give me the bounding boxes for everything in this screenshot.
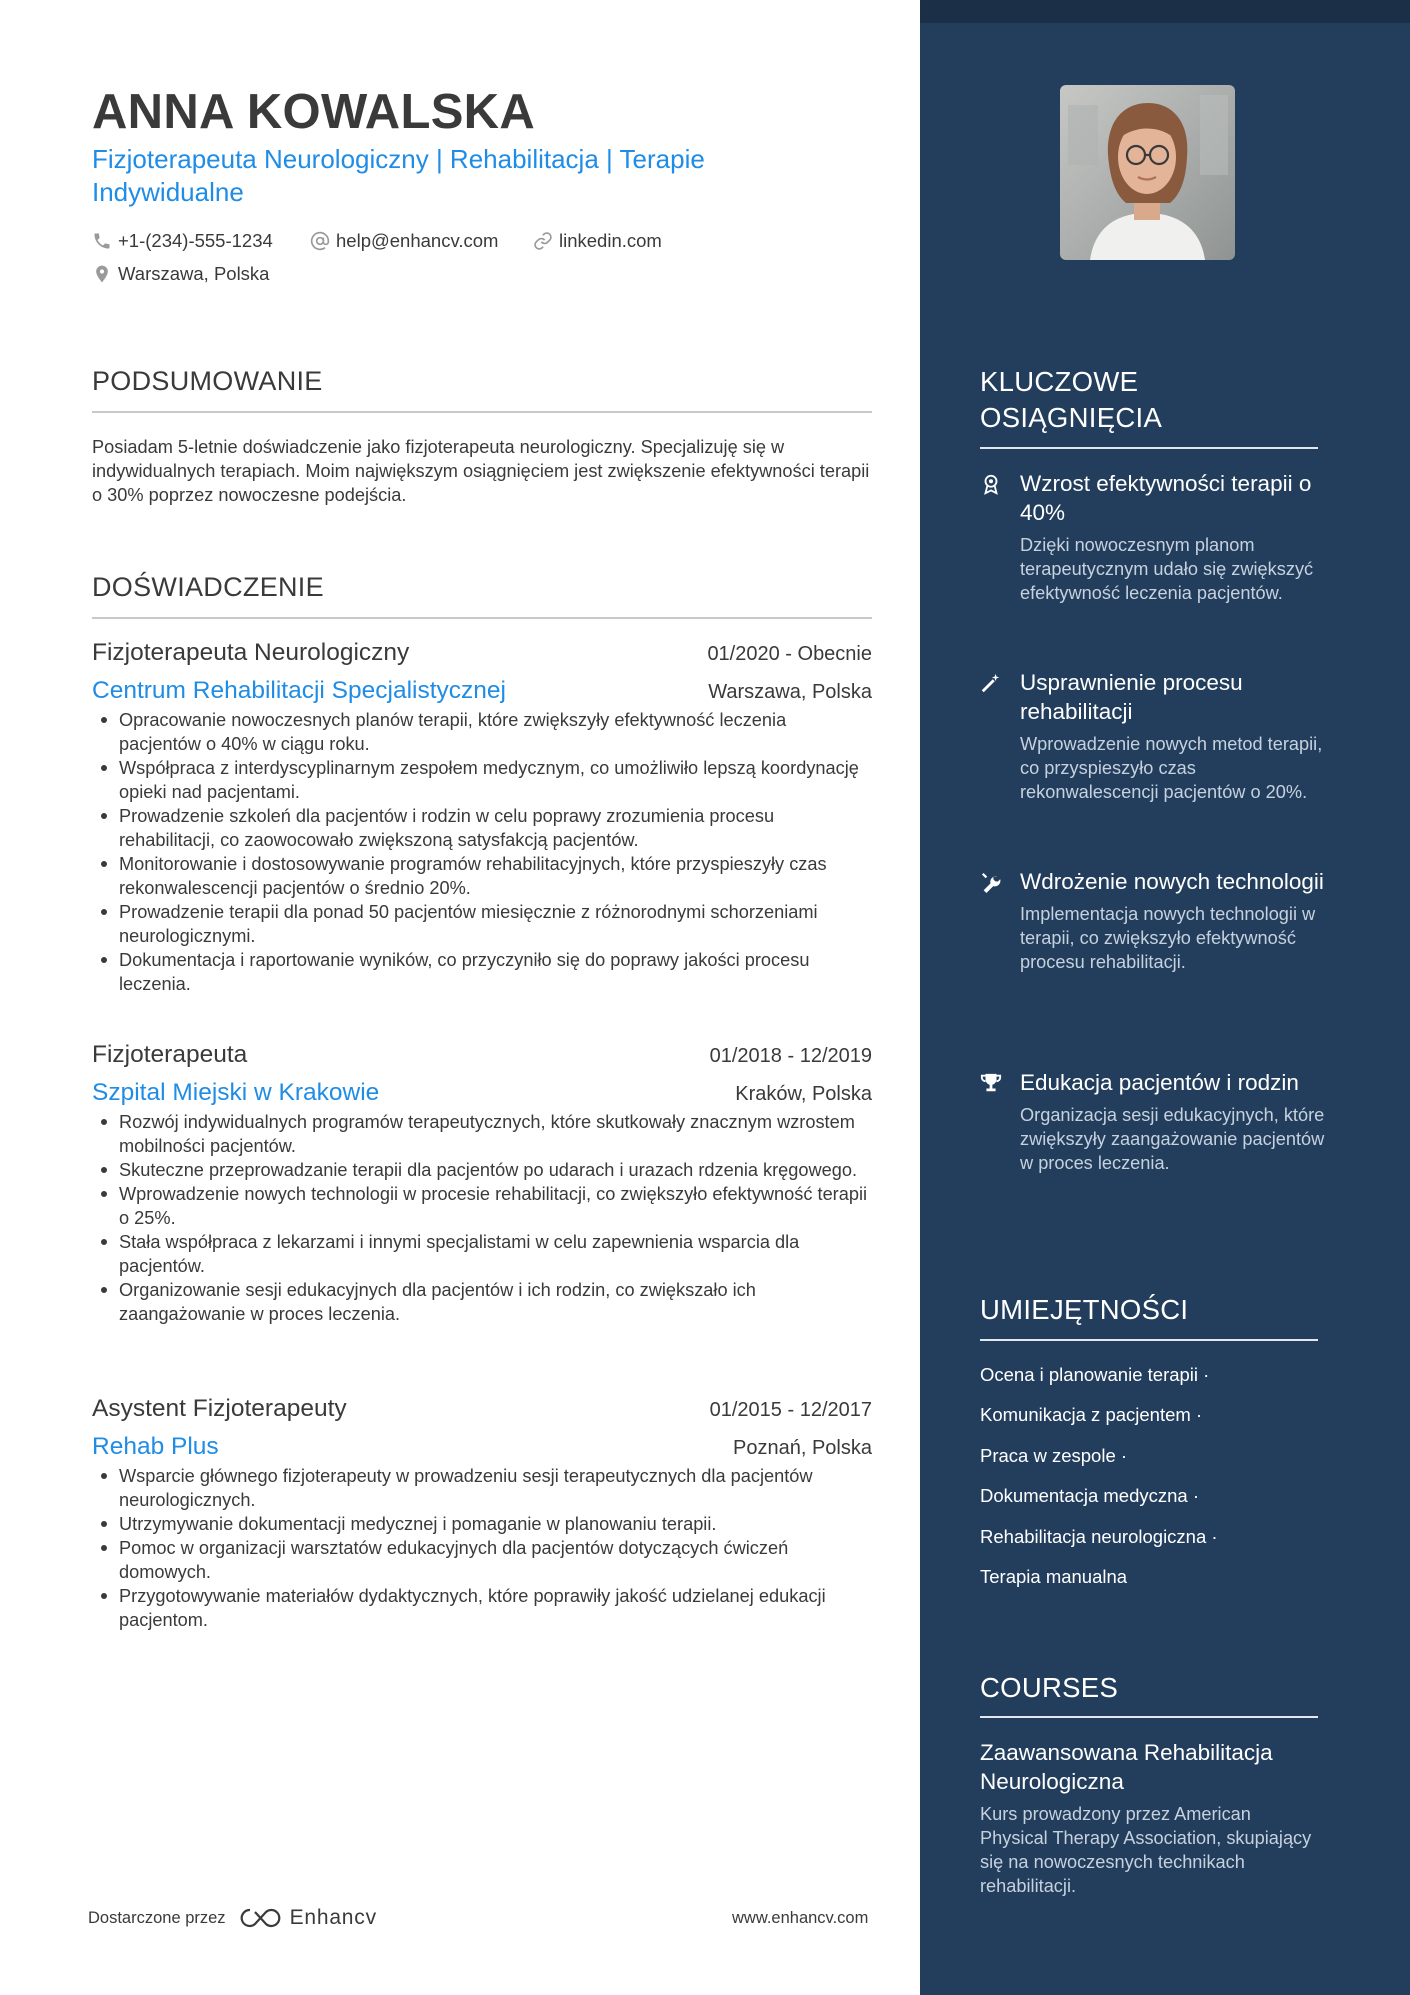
- achievement-item: [980, 867, 1325, 974]
- skill-item: Terapia manualna: [980, 1566, 1128, 1587]
- contact-email[interactable]: [310, 230, 498, 252]
- achievement-item: [980, 1068, 1325, 1175]
- wrench-icon: [980, 871, 1002, 893]
- bullet-item: Stała współpraca z lekarzami i innymi specjalistami w celu zapewnienia wsparcia dla pacjentów.: [92, 1230, 872, 1278]
- job-bullets: [92, 1464, 872, 1632]
- bullet-item: Przygotowywanie materiałów dydaktycznych, które poprawiły jakość udzielanej edukacji pacjentom.: [92, 1584, 872, 1632]
- bullet-item: Rozwój indywidualnych programów terapeutycznych, które skutkowały znacznym wzrostem mobilności pacjentów.: [92, 1110, 872, 1158]
- achievements-section-title: KLUCZOWE OSIĄGNIĘCIA: [980, 366, 1163, 433]
- skill-item: Komunikacja z pacjentem ·: [980, 1404, 1203, 1425]
- job-title: Fizjoterapeuta: [92, 1041, 248, 1068]
- bullet-item: Monitorowanie i dostosowywanie programów rehabilitacyjnych, które przyspieszyły czas rekonwalescencji pacjentów o średnio 20%.: [92, 852, 872, 900]
- job-location: Poznań, Polska: [733, 1437, 872, 1459]
- job-bullets: [92, 708, 872, 996]
- job-title: Fizjoterapeuta Neurologiczny: [92, 639, 410, 666]
- job-entry: [92, 639, 872, 996]
- candidate-name: ANNA KOWALSKA: [92, 85, 536, 139]
- skills-divider: [980, 1339, 1318, 1341]
- achievement-title: Edukacja pacjentów i rodzin: [1020, 1070, 1299, 1095]
- magic-wand-icon: [980, 672, 1002, 694]
- job-location: Warszawa, Polska: [708, 681, 872, 703]
- skill-item: Praca w zespole ·: [980, 1445, 1128, 1466]
- bullet-item: Organizowanie sesji edukacyjnych dla pacjentów i ich rodzin, co zwiększało ich zaangażowanie w proces leczenia.: [92, 1278, 872, 1326]
- summary-text: Posiadam 5-letnie doświadczenie jako fizjoterapeuta neurologiczny. Specjalizuję się w indywidualnych terapiach. Moim największym osiągnięciem jest zwiększenie efektywności terapii o 30% poprzez nowoczesne podejścia.: [92, 437, 870, 505]
- map-pin-icon: [92, 264, 112, 284]
- candidate-headline: Fizjoterapeuta Neurologiczny | Rehabilitacja | Terapie Indywidualne: [92, 144, 705, 207]
- job-title: Asystent Fizjoterapeuty: [92, 1395, 347, 1422]
- job-company[interactable]: Rehab Plus: [92, 1433, 219, 1460]
- bullet-item: Utrzymywanie dokumentacji medycznej i pomaganie w planowaniu terapii.: [92, 1512, 872, 1536]
- linkedin-text: linkedin.com: [559, 230, 662, 251]
- enhancv-logo-icon: [238, 1906, 284, 1930]
- skill-item: Rehabilitacja neurologiczna ·: [980, 1526, 1218, 1547]
- courses-section-title: COURSES: [980, 1672, 1119, 1703]
- courses-divider: [980, 1716, 1318, 1718]
- bullet-item: Wsparcie głównego fizjoterapeuty w prowadzeniu sesji terapeutycznych dla pacjentów neurologicznych.: [92, 1464, 872, 1512]
- contact-phone[interactable]: [92, 230, 273, 252]
- summary-section-title: PODSUMOWANIE: [92, 366, 323, 396]
- achievement-title: Usprawnienie procesu rehabilitacji: [1020, 670, 1243, 724]
- job-company[interactable]: Szpital Miejski w Krakowie: [92, 1079, 380, 1106]
- bullet-item: Opracowanie nowoczesnych planów terapii, które zwiększyły efektywność leczenia pacjentów o 40% w ciągu roku.: [92, 708, 872, 756]
- course-title: Zaawansowana Rehabilitacja Neurologiczna: [980, 1740, 1273, 1794]
- footer-website[interactable]: www.enhancv.com: [732, 1909, 869, 1927]
- bullet-item: Dokumentacja i raportowanie wyników, co przyczyniło się do poprawy jakości procesu leczenia.: [92, 948, 872, 996]
- contact-linkedin[interactable]: [533, 230, 662, 252]
- location-text: Warszawa, Polska: [118, 263, 270, 284]
- job-dates: 01/2018 - 12/2019: [709, 1045, 872, 1067]
- profile-photo: [1060, 85, 1235, 260]
- award-icon: [980, 473, 1002, 495]
- footer-powered-by: [88, 1906, 377, 1930]
- experience-divider: [92, 617, 872, 619]
- link-icon: [533, 231, 553, 251]
- email-text: help@enhancv.com: [336, 230, 499, 251]
- achievement-title: Wdrożenie nowych technologii: [1020, 869, 1324, 894]
- achievement-description: Wprowadzenie nowych metod terapii, co przyspieszyło czas rekonwalescencji pacjentów o 20%.: [1020, 734, 1323, 802]
- bullet-item: Wprowadzenie nowych technologii w procesie rehabilitacji, co zwiększyło efektywność terapii o 25%.: [92, 1182, 872, 1230]
- bullet-item: Prowadzenie szkoleń dla pacjentów i rodzin w celu poprawy zrozumienia procesu rehabilitacji, co zaowocowało zwiększoną satysfakcją pacjentów.: [92, 804, 872, 852]
- job-company[interactable]: Centrum Rehabilitacji Specjalistycznej: [92, 677, 506, 704]
- trophy-icon: [980, 1072, 1002, 1094]
- at-sign-icon: [310, 231, 330, 251]
- phone-text: +1-(234)-555-1234: [118, 230, 273, 251]
- job-entry: [92, 1395, 872, 1632]
- achievements-divider: [980, 447, 1318, 449]
- brand-logo[interactable]: [238, 1906, 377, 1930]
- skill-item: Ocena i planowanie terapii ·: [980, 1364, 1210, 1385]
- achievement-description: Implementacja nowych technologii w terapii, co zwiększyło efektywność procesu rehabilitacji.: [1020, 904, 1316, 972]
- job-bullets: [92, 1110, 872, 1326]
- job-location: Kraków, Polska: [735, 1083, 872, 1105]
- bullet-item: Pomoc w organizacji warsztatów edukacyjnych dla pacjentów dotyczących ćwiczeń domowych.: [92, 1536, 872, 1584]
- achievement-item: [980, 668, 1325, 804]
- experience-section-title: DOŚWIADCZENIE: [92, 572, 324, 602]
- skill-item: Dokumentacja medyczna ·: [980, 1485, 1200, 1506]
- job-dates: 01/2020 - Obecnie: [707, 643, 872, 665]
- achievement-title: Wzrost efektywności terapii o 40%: [1020, 471, 1312, 525]
- job-dates: 01/2015 - 12/2017: [709, 1399, 872, 1421]
- contact-location: [92, 263, 269, 285]
- sidebar-top-bar: [920, 0, 1410, 23]
- skills-section-title: UMIEJĘTNOŚCI: [980, 1294, 1189, 1325]
- job-entry: [92, 1041, 872, 1326]
- achievement-item: [980, 469, 1325, 605]
- course-description: Kurs prowadzony przez American Physical Therapy Association, skupiający się na nowoczesnych technikach rehabilitacji.: [980, 1804, 1312, 1896]
- powered-by-text: Dostarczone przez: [88, 1908, 226, 1927]
- bullet-item: Współpraca z interdyscyplinarnym zespołem medycznym, co umożliwiło lepszą koordynację opieki nad pacjentami.: [92, 756, 872, 804]
- bullet-item: Prowadzenie terapii dla ponad 50 pacjentów miesięcznie z różnorodnymi schorzeniami neurologicznymi.: [92, 900, 872, 948]
- brand-name: Enhancv: [289, 1906, 377, 1929]
- achievement-description: Dzięki nowoczesnym planom terapeutycznym udało się zwiększyć efektywność leczenia pacjentów.: [1020, 535, 1314, 603]
- achievement-description: Organizacja sesji edukacyjnych, które zwiększyły zaangażowanie pacjentów w proces leczenia.: [1020, 1105, 1325, 1173]
- summary-divider: [92, 411, 872, 413]
- phone-icon: [92, 231, 112, 251]
- bullet-item: Skuteczne przeprowadzanie terapii dla pacjentów po udarach i urazach rdzenia kręgowego.: [92, 1158, 872, 1182]
